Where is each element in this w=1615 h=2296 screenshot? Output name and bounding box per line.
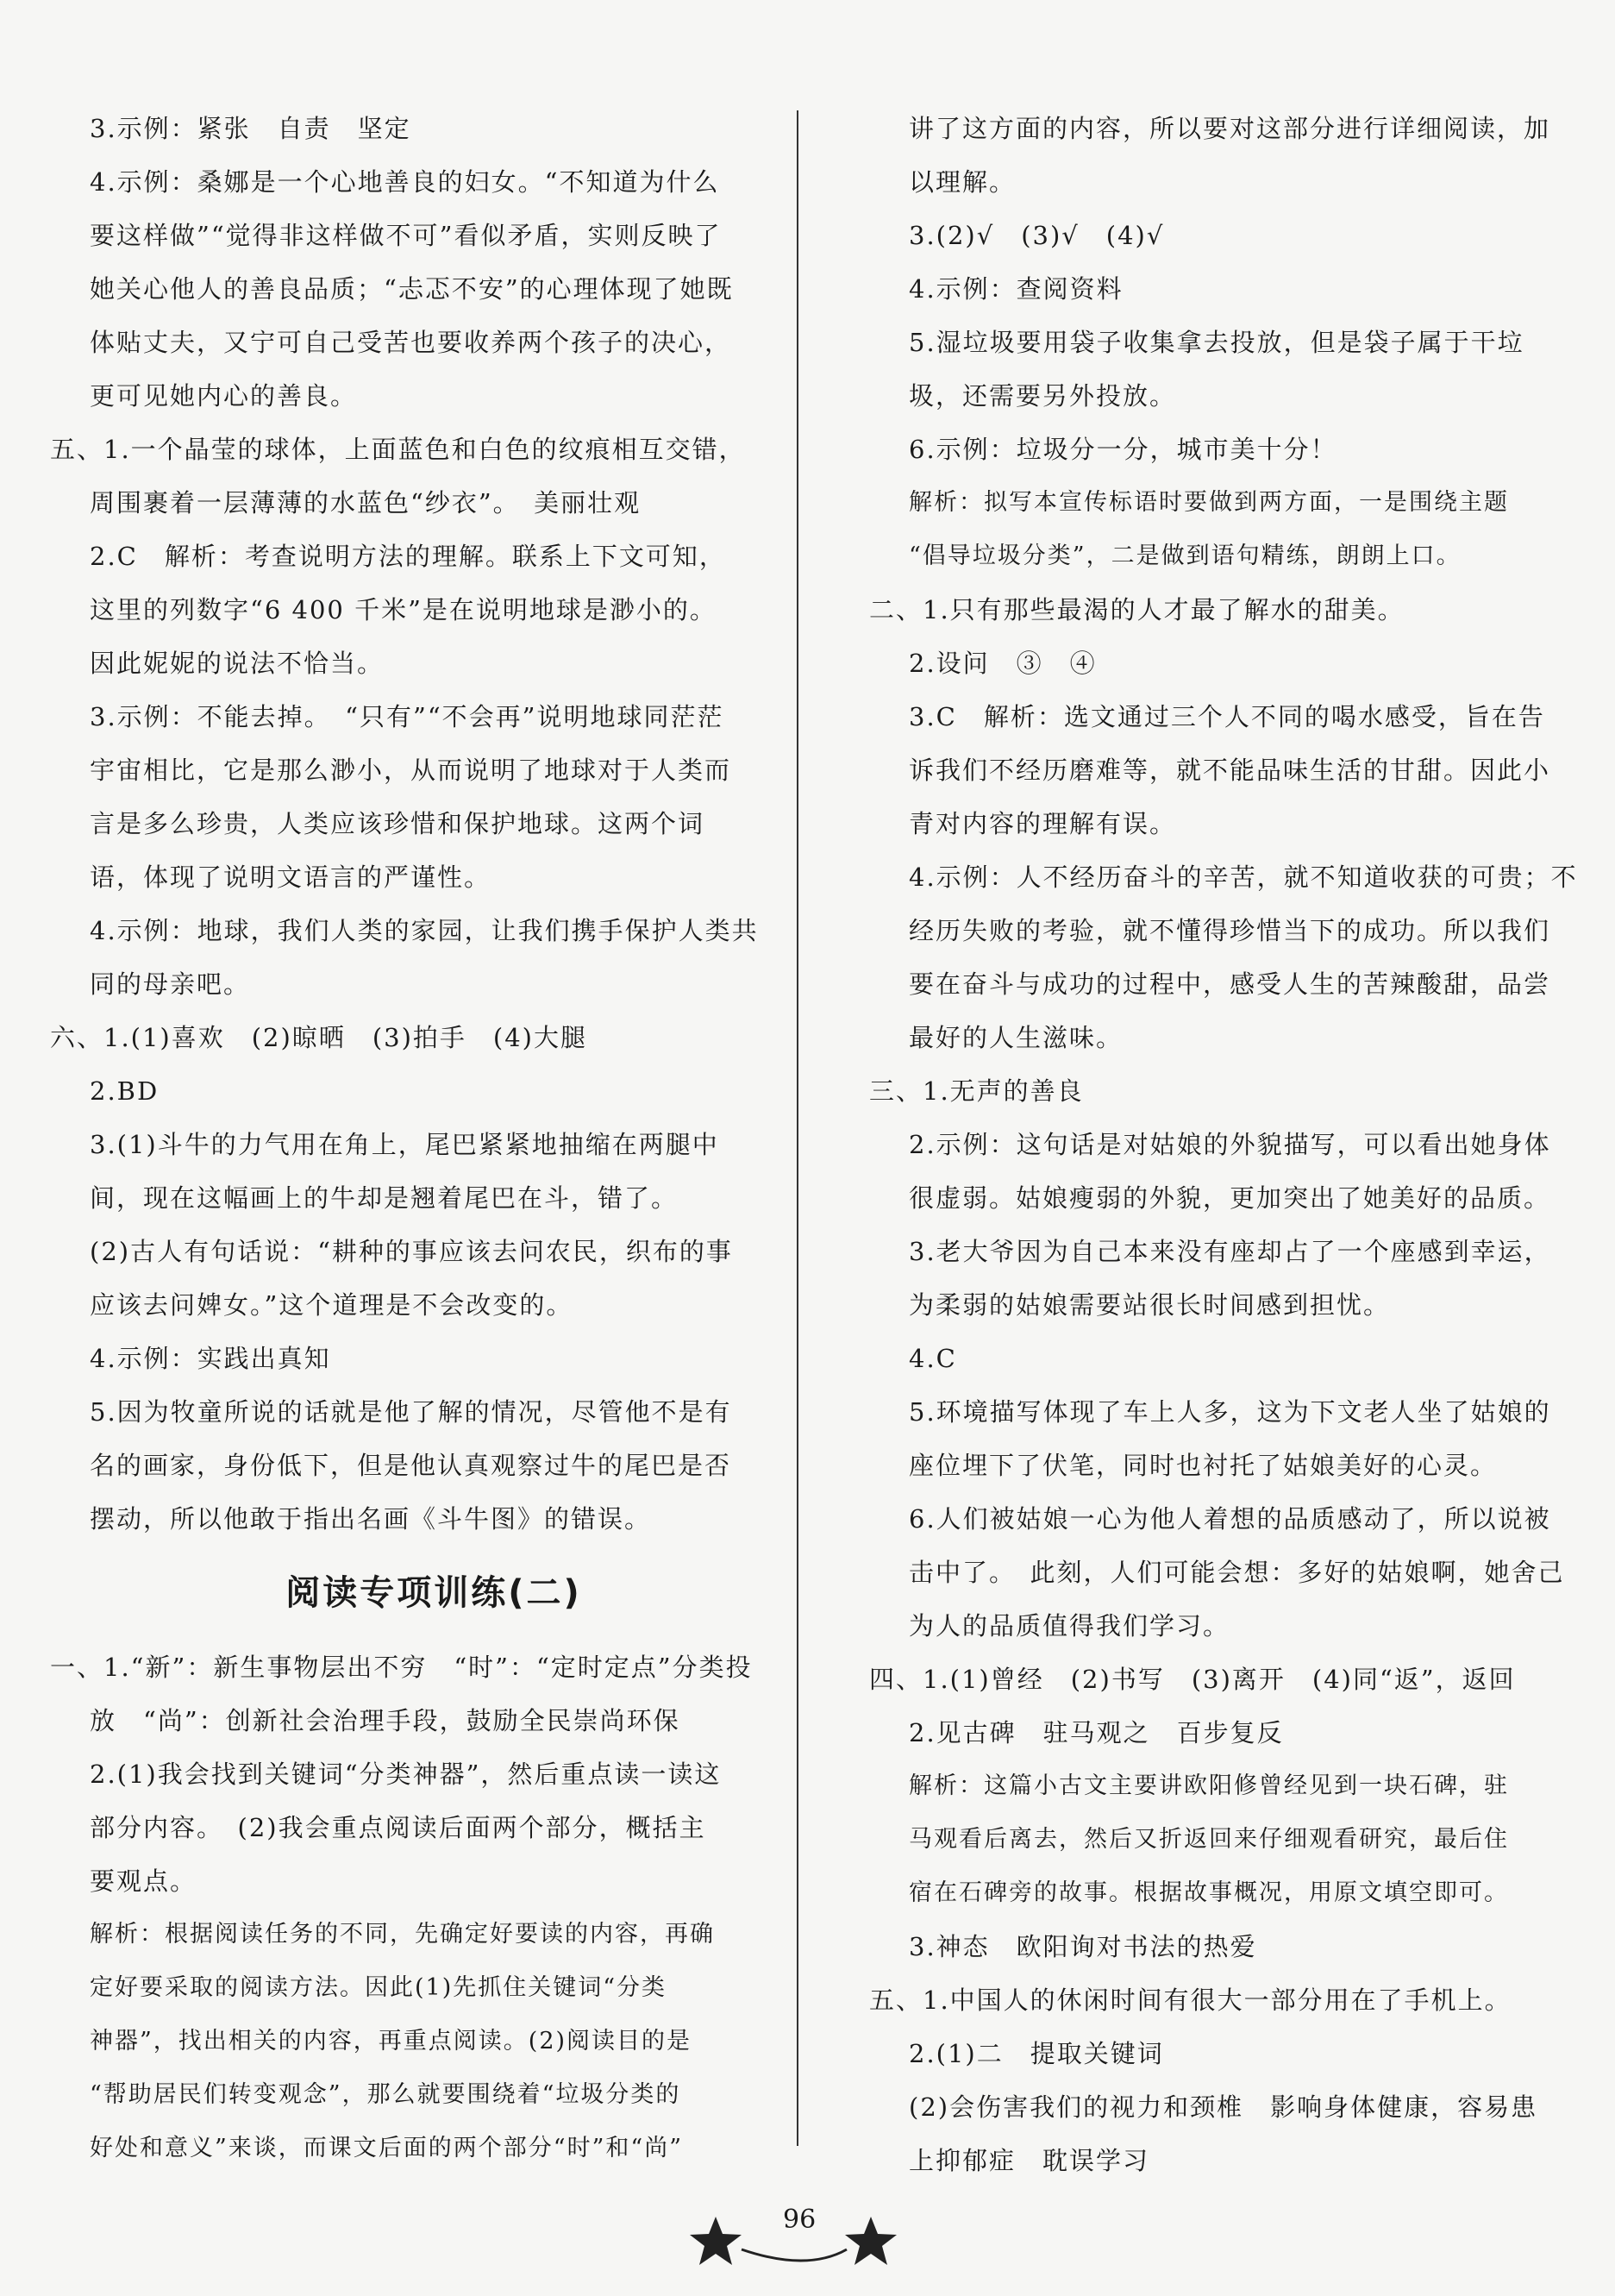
- text-line: 要这样做”“觉得非这样做不可”看似矛盾，实则反映了: [90, 221, 722, 250]
- text-line: 二、1.只有那些最渴的人才最了解水的甜美。: [869, 595, 1405, 624]
- page-number: 96: [783, 2205, 817, 2235]
- text-line: 2.(1)我会找到关键词“分类神器”，然后重点读一读这: [90, 1760, 722, 1789]
- text-line: (2)古人有句话说：“耕种的事应该去问农民，织布的事: [90, 1237, 733, 1266]
- text-line: 周围裹着一层薄薄的水蓝色“纱衣”。 美丽壮观: [90, 488, 642, 518]
- text-line: 马观看后离去，然后又折返回来仔细观看研究，最后住: [909, 1826, 1509, 1853]
- text-line: 四、1.(1)曾经 (2)书写 (3)离开 (4)同“返”，返回: [869, 1665, 1516, 1694]
- text-line: 2.(1)二 提取关键词: [909, 2039, 1164, 2068]
- text-line: 以理解。: [909, 167, 1017, 197]
- text-line: 同的母亲吧。: [90, 969, 251, 999]
- text-line: (2)会伤害我们的视力和颈椎 影响身体健康，容易患: [909, 2092, 1538, 2122]
- text-line: 6.人们被姑娘一心为他人着想的品质感动了，所以说被: [909, 1504, 1551, 1534]
- text-line: 2.设问 ③ ④: [909, 649, 1097, 678]
- text-line: 上抑郁症 耽误学习: [909, 2146, 1150, 2175]
- text-line: 她关心他人的善良品质；“忐忑不安”的心理体现了她既: [90, 274, 734, 304]
- text-line: 4.示例：查阅资料: [909, 274, 1124, 304]
- text-line: 五、1.中国人的休闲时间有很大一部分用在了手机上。: [869, 1985, 1512, 2015]
- text-line: 为柔弱的姑娘需要站很长时间感到担忧。: [909, 1290, 1391, 1320]
- text-line: 六、1.(1)喜欢 (2)晾晒 (3)拍手 (4)大腿: [50, 1023, 587, 1052]
- text-line: 因此妮妮的说法不恰当。: [90, 649, 385, 678]
- text-line: 解析：拟写本宣传标语时要做到两方面，一是围绕主题: [909, 489, 1509, 516]
- star-icon: [690, 2217, 742, 2265]
- text-line: 4.示例：地球，我们人类的家园，让我们携手保护人类共: [90, 916, 759, 945]
- text-line: 更可见她内心的善良。: [90, 381, 358, 411]
- text-line: 4.示例：人不经历奋斗的辛苦，就不知道收获的可贵；不: [909, 863, 1578, 892]
- text-line: 4.示例：实践出真知: [90, 1344, 331, 1373]
- text-line: 5.环境描写体现了车上人多，这为下文老人坐了姑娘的: [909, 1397, 1551, 1427]
- text-line: 这里的列数字“6 400 千米”是在说明地球是渺小的。: [90, 595, 717, 624]
- text-line: 圾，还需要另外投放。: [909, 381, 1177, 411]
- text-line: 为人的品质值得我们学习。: [909, 1611, 1230, 1640]
- text-line: 3.示例：不能去掉。 “只有”“不会再”说明地球同茫茫: [90, 702, 724, 731]
- text-line: 间，现在这幅画上的牛却是翘着尾巴在斗，错了。: [90, 1183, 679, 1213]
- text-line: “帮助居民们转变观念”，那么就要围绕着“垃圾分类的: [90, 2081, 681, 2108]
- text-line: 解析：根据阅读任务的不同，先确定好要读的内容，再确: [90, 1921, 715, 1948]
- column-divider: [797, 110, 798, 2146]
- text-line: 3.(2)√ (3)√ (4)√: [909, 221, 1165, 250]
- text-line: 解析：这篇小古文主要讲欧阳修曾经见到一块石碑，驻: [909, 1772, 1509, 1799]
- text-line: 语，体现了说明文语言的严谨性。: [90, 863, 491, 892]
- text-line: 3.示例：紧张 自责 坚定: [90, 114, 411, 143]
- text-line: 定好要采取的阅读方法。因此(1)先抓住关键词“分类: [90, 1974, 667, 2001]
- text-line: 神器”，找出相关的内容，再重点阅读。(2)阅读目的是: [90, 2028, 692, 2054]
- text-line: 3.C 解析：选文通过三个人不同的喝水感受，旨在告: [909, 702, 1545, 731]
- text-line: 五、1.一个晶莹的球体，上面蓝色和白色的纹痕相互交错，: [50, 435, 746, 464]
- text-line: 5.湿垃圾要用袋子收集拿去投放，但是袋子属于干垃: [909, 328, 1524, 357]
- text-line: 言是多么珍贵，人类应该珍惜和保护地球。这两个词: [90, 809, 705, 838]
- text-line: “倡导垃圾分类”，二是做到语句精练，朗朗上口。: [909, 543, 1462, 569]
- swoosh-curve: [742, 2249, 847, 2261]
- text-line: 部分内容。 (2)我会重点阅读后面两个部分，概括主: [90, 1813, 706, 1842]
- text-line: 应该去问婢女。”这个道理是不会改变的。: [90, 1290, 573, 1320]
- text-line: 2.见古碑 驻马观之 百步复反: [909, 1718, 1284, 1747]
- text-line: 名的画家，身份低下，但是他认真观察过牛的尾巴是否: [90, 1451, 732, 1480]
- text-line: 5.因为牧童所说的话就是他了解的情况，尽管他不是有: [90, 1397, 732, 1427]
- text-line: 6.示例：垃圾分一分，城市美十分！: [909, 435, 1337, 464]
- text-line: 放 “尚”：创新社会治理手段，鼓励全民崇尚环保: [90, 1706, 680, 1735]
- text-line: 讲了这方面的内容，所以要对这部分进行详细阅读，加: [909, 114, 1551, 143]
- text-line: 经历失败的考验，就不懂得珍惜当下的成功。所以我们: [909, 916, 1551, 945]
- text-line: 3.(1)斗牛的力气用在角上，尾巴紧紧地抽缩在两腿中: [90, 1130, 719, 1159]
- text-line: 宿在石碑旁的故事。根据故事概况，用原文填空即可。: [909, 1879, 1509, 1906]
- text-line: 很虚弱。姑娘瘦弱的外貌，更加突出了她美好的品质。: [909, 1183, 1551, 1213]
- text-line: 好处和意义”来谈，而课文后面的两个部分“时”和“尚”: [90, 2135, 684, 2161]
- text-line: 宇宙相比，它是那么渺小，从而说明了地球对于人类而: [90, 756, 732, 785]
- text-line: 2.示例：这句话是对姑娘的外貌描写，可以看出她身体: [909, 1130, 1551, 1159]
- text-line: 3.老大爷因为自己本来没有座却占了一个座感到幸运，: [909, 1237, 1551, 1266]
- text-line: 击中了。 此刻，人们可能会想：多好的姑娘啊，她舍己: [909, 1558, 1565, 1587]
- text-line: 一、1.“新”：新生事物层出不穷 “时”：“定时定点”分类投: [50, 1653, 753, 1682]
- text-line: 摆动，所以他敢于指出名画《斗牛图》的错误。: [90, 1504, 652, 1534]
- text-line: 诉我们不经历磨难等，就不能品味生活的甘甜。因此小: [909, 756, 1551, 785]
- text-line: 4.示例：桑娜是一个心地善良的妇女。“不知道为什么: [90, 167, 720, 197]
- section-heading: 阅读专项训练(二): [285, 1573, 582, 1613]
- right-column: [869, 102, 1578, 2187]
- text-line: 3.神态 欧阳询对书法的热爱: [909, 1932, 1257, 1961]
- text-line: 2.BD: [90, 1076, 160, 1106]
- text-line: 最好的人生滋味。: [909, 1023, 1124, 1052]
- text-line: 座位埋下了伏笔，同时也衬托了姑娘美好的心灵。: [909, 1451, 1498, 1480]
- text-line: 青对内容的理解有误。: [909, 809, 1177, 838]
- text-line: 要观点。: [90, 1866, 197, 1896]
- star-icon: [845, 2217, 897, 2265]
- left-column: [50, 102, 783, 2175]
- text-line: 三、1.无声的善良: [869, 1076, 1084, 1106]
- text-line: 要在奋斗与成功的过程中，感受人生的苦辣酸甜，品尝: [909, 969, 1551, 999]
- text-line: 4.C: [909, 1344, 957, 1373]
- text-line: 体贴丈夫，又宁可自己受苦也要收养两个孩子的决心，: [90, 328, 732, 357]
- text-line: 2.C 解析：考查说明方法的理解。联系上下文可知，: [90, 542, 726, 571]
